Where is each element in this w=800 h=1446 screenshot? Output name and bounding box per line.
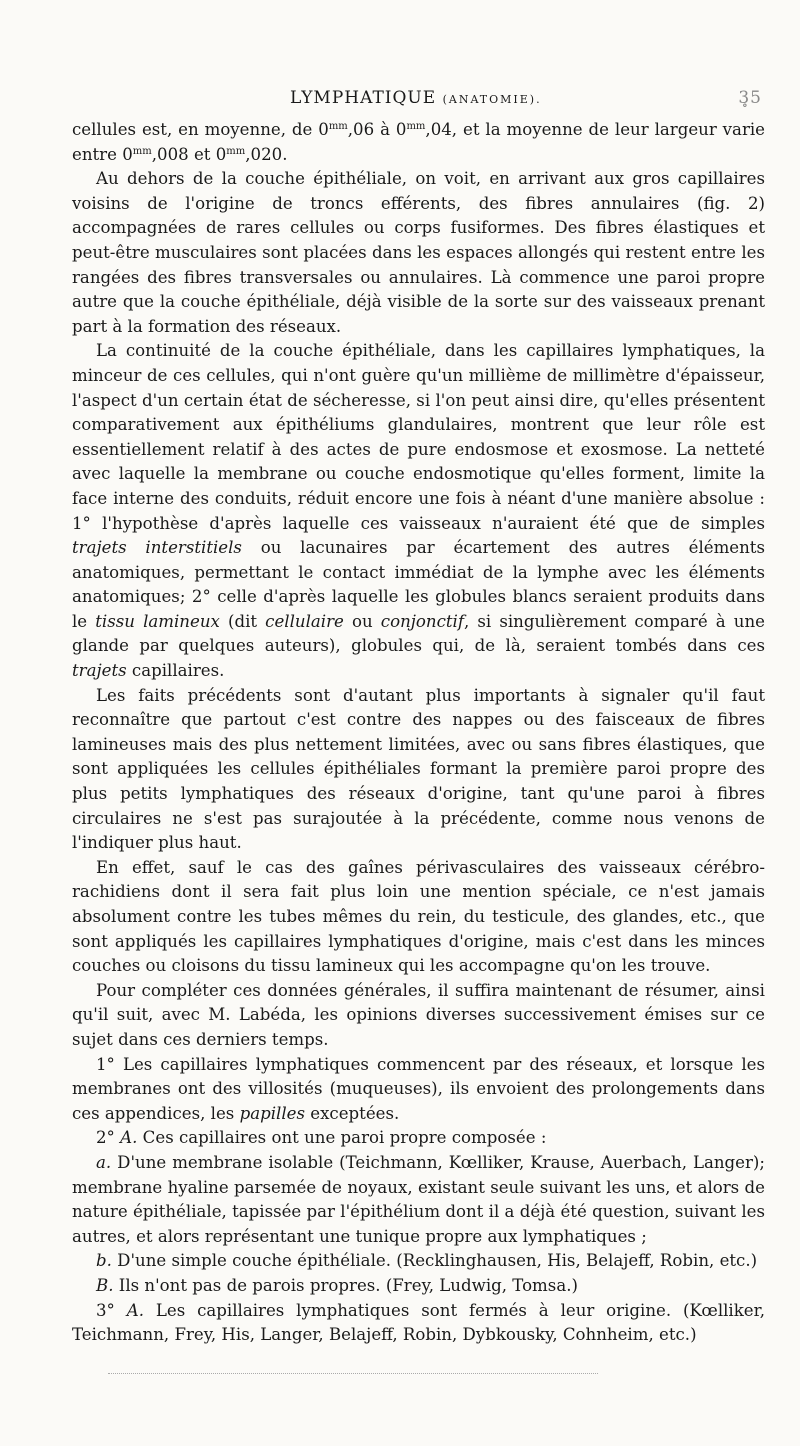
paragraph-7: 1° Les capillaires lymphatiques commencent par des réseaux, et lorsque les membranes ont des villosités (muqueuses), ils envoient des prolongements dans ces appendices, les papilles exceptées. — [72, 1054, 765, 1123]
paragraph-6: Pour compléter ces données générales, il suffira maintenant de résumer, ainsi qu'il suit, avec M. Labéda, les opinions diverses successivement émises sur ce sujet dans ces derniers temps. — [72, 980, 765, 1049]
paragraph-10: b. D'une simple couche épithéliale. (Recklinghausen, His, Belajeff, Robin, etc.) — [96, 1251, 758, 1271]
body-text — [72, 118, 765, 1348]
page-number: 3̥5 — [738, 88, 762, 108]
paragraph-12: 3° A. Les capillaires lymphatiques sont fermés à leur origine. (Kœlliker, Teichmann, Frey, His, Langer, Belajeff, Robin, Dybkousky, Cohnheim, etc.) — [72, 1300, 765, 1345]
paragraph-1: cellules est, en moyenne, de $0^{mm},06$ à $0^{mm},04$, et la moyenne de leur largeur varie entre $0^{mm},008$ et $0^{mm},020$. — [72, 120, 765, 164]
paragraph-9: a. D'une membrane isolable (Teichmann, Kœlliker, Krause, Auerbach, Langer); membrane hyaline parsemée de noyaux, existant seule suivant les uns, et alors de nature épithéliale, tapissée par l'épithélium dont il a déjà été question, suivant les autres, et alors représentant une tunique propre aux lymphatiques ; — [72, 1152, 765, 1246]
header-title: LYMPHATIQUE (ANATOMIE). — [290, 88, 542, 108]
paragraph-8: 2° A. Ces capillaires ont une paroi propre composée : — [96, 1128, 547, 1148]
running-header — [0, 88, 800, 110]
paragraph-4: Les faits précédents sont d'autant plus importants à signaler qu'il faut reconnaître que partout c'est contre des nappes ou des faisceaux de fibres lamineuses mais des plus nettement limitées, avec ou sans fibres élastiques, que sont appliquées les cellules épithéliales formant la première paroi propre des plus petits lymphatiques des réseaux d'origine, tant qu'une paroi à fibres circulaires ne s'est pas surajoutée à la précédente, comme nous venons de l'indiquer plus haut. — [72, 685, 765, 853]
paragraph-3: La continuité de la couche épithéliale, dans les capillaires lymphatiques, la minceur de ces cellules, qui n'ont guère qu'un millième de millimètre d'épaisseur, l'aspect d'un certain état de sécheresse, si l'on peut ainsi dire, qu'elles présentent comparativement aux épithéliums glandulaires, montrent que leur rôle est essentiellement relatif à des actes de pure endosmose et exosmose. La netteté avec laquelle la membrane ou couche endosmotique qu'elles forment, limite la face interne des conduits, réduit encore une fois à néant d'une manière absolue : 1° l'hypothèse d'après laquelle ces vaisseaux n'auraient été que de simples trajets interstitiels ou lacunaires par écartement des autres éléments anatomiques, permettant le contact immédiat de la lymphe avec les éléments anatomiques; 2° celle d'après laquelle les globules blancs seraient produits dans le tissu lamineux (dit cellulaire ou conjonctif, si singulièrement comparé à une glande par quelques auteurs), globules qui, de là, seraient tombés dans ces trajets capillaires. — [72, 341, 765, 681]
footer-divider — [108, 1373, 598, 1374]
paragraph-5: En effet, sauf le cas des gaînes périvasculaires des vaisseaux cérébro-rachidiens dont il sera fait plus loin une mention spéciale, ce n'est jamais absolument contre les tubes mêmes du rein, du testicule, des glandes, etc., que sont appliqués les capillaires lymphatiques d'origine, mais c'est dans les minces couches ou cloisons du tissu lamineux qui les accompagne qu'on les trouve. — [72, 857, 765, 976]
paragraph-2: Au dehors de la couche épithéliale, on voit, en arrivant aux gros capillaires voisins de l'origine de troncs efférents, des fibres annulaires (fig. 2) accompagnées de rares cellules ou corps fusiformes. Des fibres élastiques et peut-être musculaires sont placées dans les espaces allongés qui restent entre les rangées des fibres transversales ou annulaires. Là commence une paroi propre autre que la couche épithéliale, déjà visible de la sorte sur des vaisseaux prenant part à la formation des réseaux. — [72, 169, 765, 336]
paragraph-11: B. Ils n'ont pas de parois propres. (Frey, Ludwig, Tomsa.) — [96, 1275, 578, 1295]
